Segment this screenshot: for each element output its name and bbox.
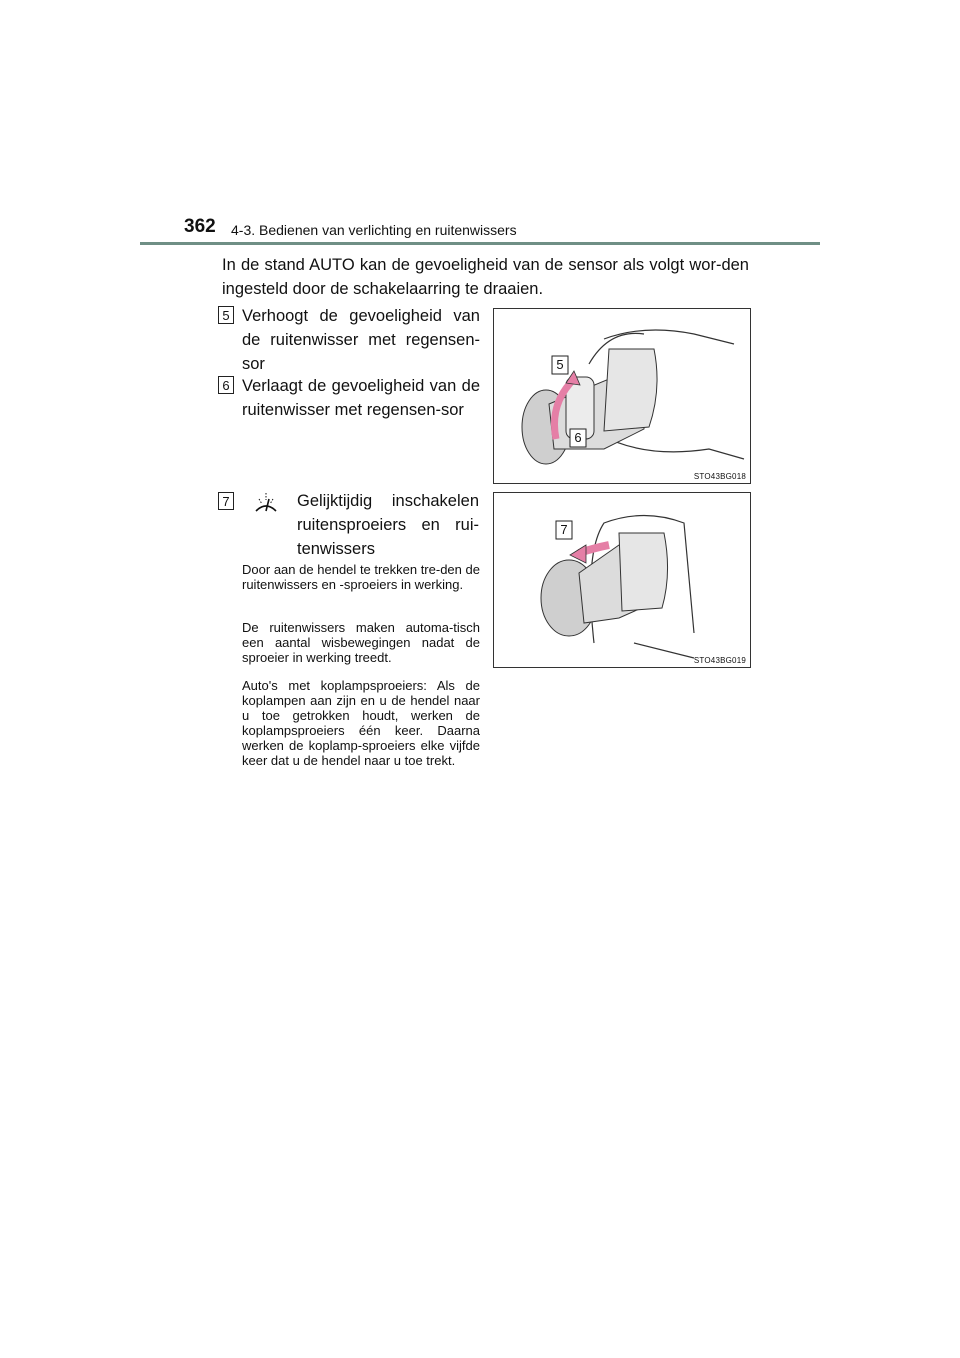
callout-badge-6: 6 — [218, 376, 234, 394]
note-1: Door aan de hendel te trekken tre-den de ruitenwissers en -sproeiers in werking. — [242, 562, 480, 592]
lever-illustration-2 — [494, 493, 750, 667]
intro-paragraph: In de stand AUTO kan de gevoeligheid van de sensor als volgt wor-den ingesteld door de schakelaarring te draaien. — [222, 256, 749, 298]
item-7-text: Gelijktijdig inschakelen ruitensproeiers en rui-tenwissers — [297, 492, 479, 558]
item-5-text: Verhoogt de gevoeligheid van de ruitenwisser met regensen-sor — [242, 307, 480, 373]
note-3: Auto's met koplampsproeiers: Als de koplampen aan zijn en u de hendel naar u toe getrokken houdt, werken de koplampsproeiers één keer. Daarna werken de koplamp-sproeiers elke vijfde keer dat u de hendel naar u toe trekt. — [242, 678, 480, 768]
section-title: 4-3. Bedienen van verlichting en ruitenwissers — [231, 222, 517, 238]
callout-badge-7: 7 — [218, 492, 234, 510]
header-rule — [140, 242, 820, 245]
figure-washer-pull — [493, 492, 751, 668]
lever-illustration-1 — [494, 309, 750, 483]
windshield-washer-icon — [253, 489, 279, 515]
callout-badge-5: 5 — [218, 306, 234, 324]
figure-callout-7: 7 — [560, 522, 568, 537]
figure-callout-6: 6 — [574, 430, 582, 445]
figure-code: STO43BG019 — [693, 656, 746, 665]
page-number: 362 — [184, 216, 216, 237]
figure-code: STO43BG018 — [693, 472, 746, 481]
figure-sensitivity-ring — [493, 308, 751, 484]
item-5 — [218, 304, 480, 376]
figure-callout-5: 5 — [556, 357, 564, 372]
note-2: De ruitenwissers maken automa-tisch een aantal wisbewegingen nadat de sproeier in werking treedt. — [242, 620, 480, 665]
item-6 — [218, 374, 480, 422]
item-6-text: Verlaagt de gevoeligheid van de ruitenwisser met regensen-sor — [242, 377, 480, 419]
